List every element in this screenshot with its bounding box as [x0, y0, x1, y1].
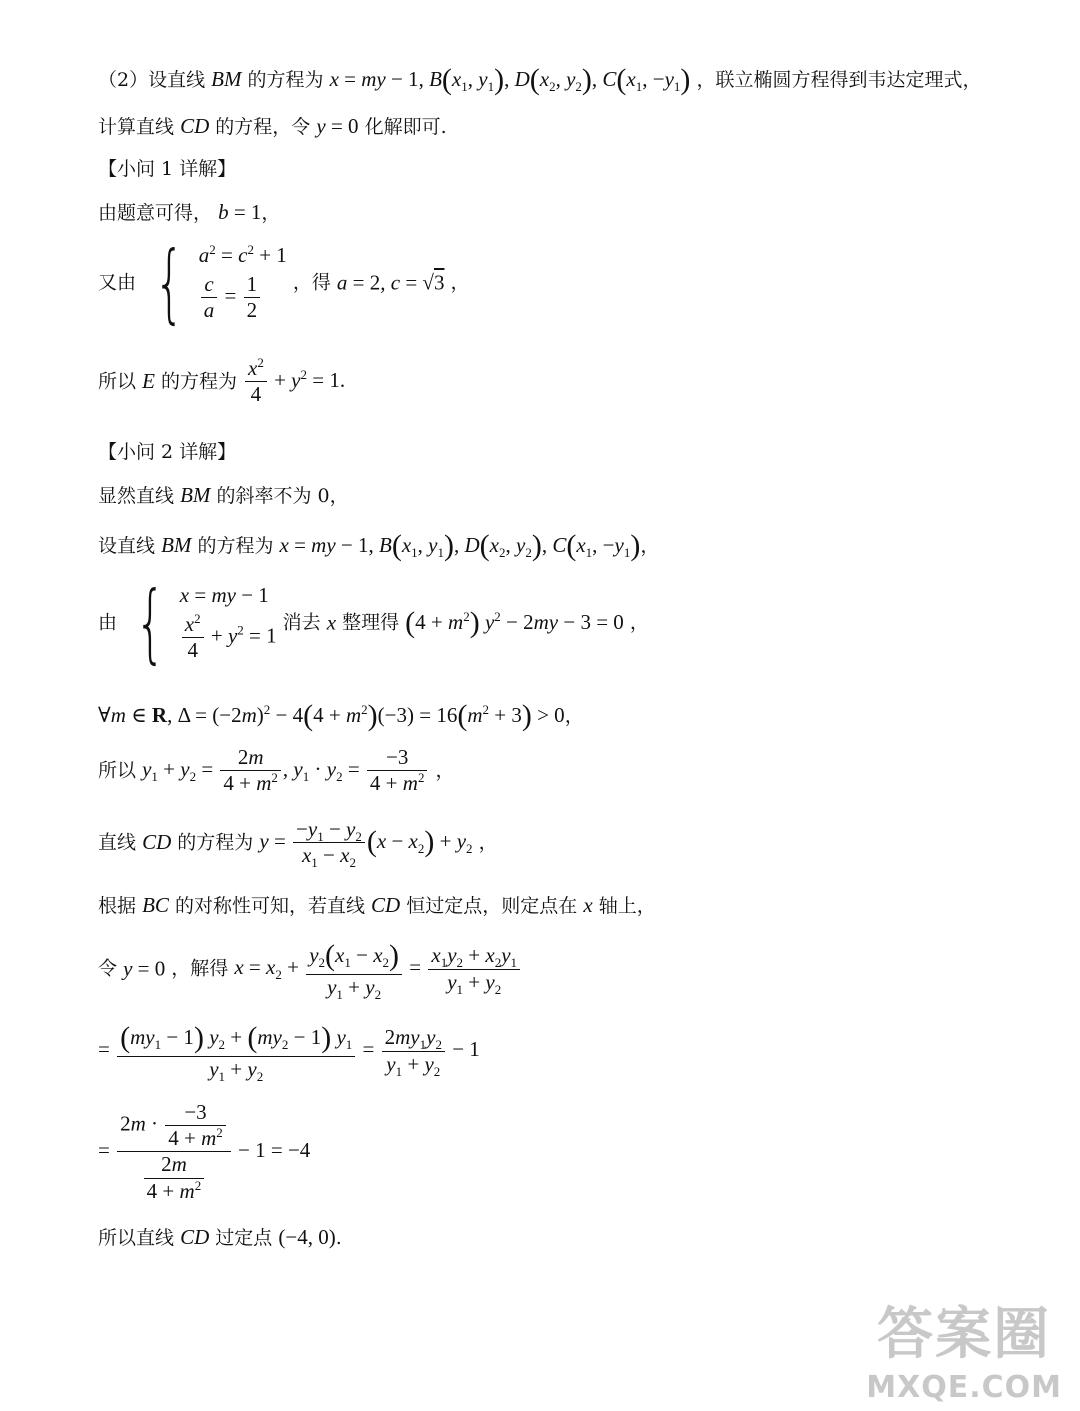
watermark — [866, 1290, 1062, 1405]
symmetry-line: 根据 BC 的对称性可知，若直线 CD 恒过定点，则定点在 x 轴上， — [98, 893, 656, 917]
section-heading-1: 【小问 1 详解】 — [98, 158, 237, 180]
analysis-line-1: （2）设直线 BM 的方程为 x = my − 1, $B(x_1$, $y_1$), $D(x_2$, $y_2$), $C(x_1$, $-y_1$) ，联立椭圆方程得到韦达定理式， — [98, 63, 982, 96]
watermark-url: MXQE.COM — [866, 1370, 1062, 1405]
conclusion-line: 所以直线 CD 过定点 (−4, 0). — [98, 1225, 342, 1249]
left-brace: { — [154, 233, 185, 333]
solution2-line-1: 显然直线 BM 的斜率不为 0， — [98, 483, 349, 507]
discriminant-line: ∀m ∈ R, $\Delta = (-2m)^2 - 4(4 + m^2)(-3) = 16(m^2 + 3) > 0$， — [98, 699, 584, 732]
solution-line-ellipse: 所以 E 的方程为 $\frac{x^2}{4}$ + $y^2 = 1$. — [98, 355, 346, 407]
math-line-setup: x = my − 1, $B(x_1$, $y_1$), $D(x_2$, $y_2$), $C(x_1$, $-y_1$) — [329, 63, 691, 96]
section-heading-2: 【小问 2 详解】 — [98, 441, 237, 463]
solution2-system: 由 { x = my − 1 $\frac{x^2}{4}$ + $y^2 = 1$ 消去 x 整理得 $(4 + m^2)$ $y^2 - 2my - 3 = 0$ ， — [98, 573, 649, 673]
math: BM — [211, 67, 242, 91]
watermark-logo-text: 答案圈 — [877, 1302, 1052, 1367]
solution2-line-2: 设直线 BM 的方程为 x = my − 1, $B(x_1$, $y_1$), $D(x_2$, $y_2$), $C(x_1$, $-y_1$)， — [98, 529, 660, 562]
simplify-line-2: = 2m · $\frac{-3}{4 + m^2}$ $\frac{2m}{4 + m^2}$ − 1 = −4 — [98, 1100, 311, 1203]
vieta-line: 所以 $y_1 + y_2$ = $\frac{2m}{4 + m^2}$ , $y_1 \cdot y_2$ = $\frac{-3}{4 + m^2}$ ， — [98, 745, 455, 796]
solution-line-1: 由题意可得， b = 1， — [98, 200, 281, 224]
left-brace: { — [135, 573, 166, 673]
solution-system-1: 又由 { $a^2 = c^2 + 1$ $\frac{c}{a}$ = $\frac{1}{2}$ ，得 a = 2, c = √3 ， — [98, 233, 470, 333]
line-cd-equation: 直线 CD 的方程为 y = $\frac{-y_1 - y_2}{x_1 - x_2}$ $(x - x_2) + y_2$ ， — [98, 817, 498, 871]
solve-x-line: 令 y = 0 ，解得 $x = x_2$ + $\frac{y_2(x_1 - x_2)}{y_1 + y_2}$ = $\frac{x_1y_2 + x_2y_1}{y_1 + y_2}$ — [98, 938, 522, 1000]
simplify-line-1: = $\frac{(my_1 - 1) y_2 + (my_2 - 1) y_1}{y_1 + y_2}$ = $\frac{2my_1y_2}{y_1 + y_2}$ − 1 — [98, 1021, 480, 1085]
analysis-line-2: 计算直线 CD 的方程，令 y = 0 化解即可. — [98, 114, 447, 138]
